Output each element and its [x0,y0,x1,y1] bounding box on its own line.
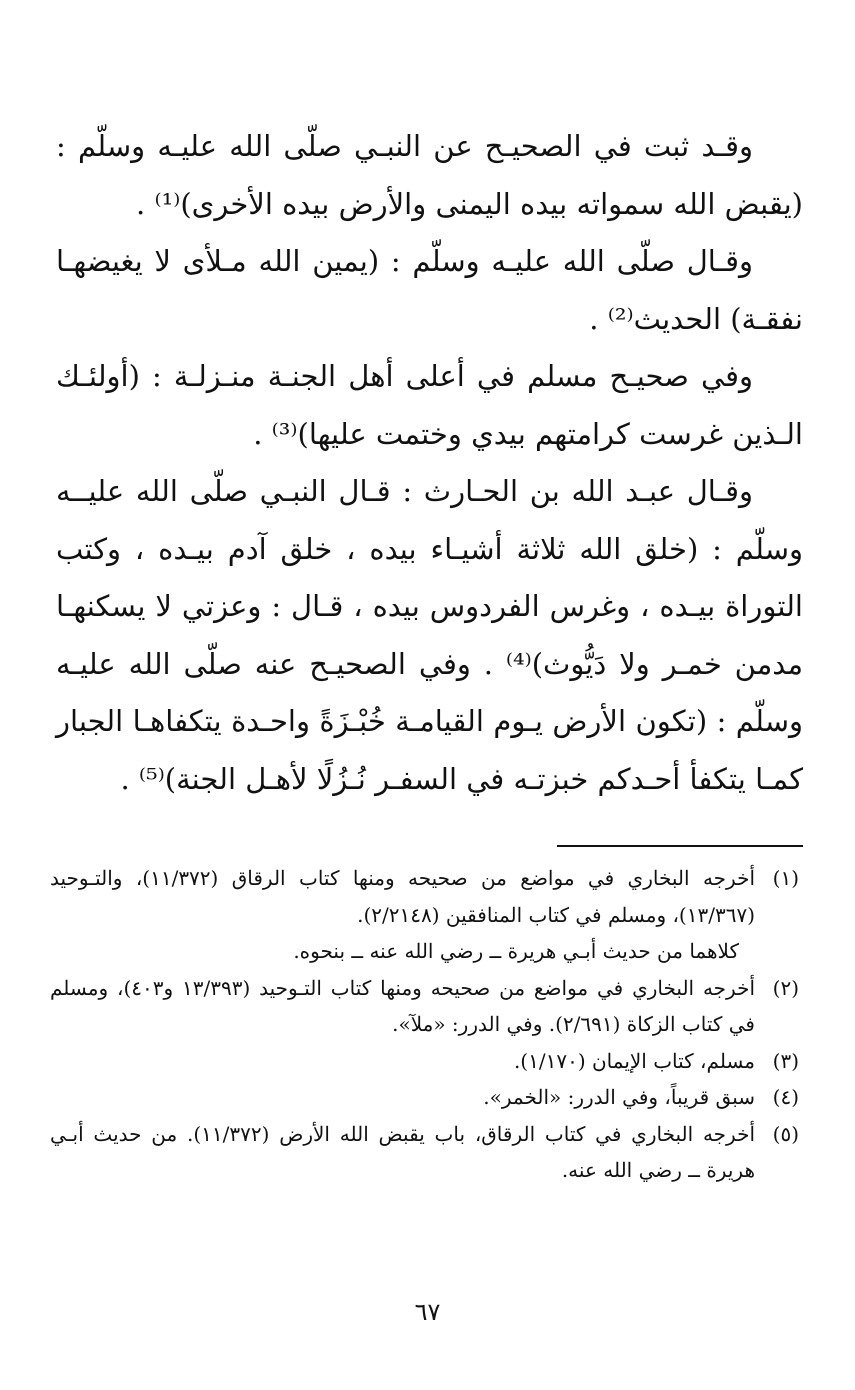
paragraph: وقـد ثبت في الصحيـح عن النبـي صلّى الله عليـه وسلّم : (يقبض الله سمواته بيده اليمنى والأرض بيده الأخرى)⁽¹⁾ . [56,129,803,221]
footnote-number: (٣) [772,1048,799,1073]
footnote-text: مسلم، كتاب الإيمان (١/١٧٠). [513,1048,755,1073]
footnote-text: أخرجه البخاري في كتاب الرقاق، باب يقبض الله الأرض (١١/٣٧٢). من حديث أبـي هريرة ــ رضي الله عنه. [50,1121,755,1182]
footnote-text: سبق قريباً، وفي الدرر: «الخمر». [483,1085,755,1109]
footnote-text: كلاهما من حديث أبـي هريرة ــ رضي الله عنه ــ بنحوه. [293,939,739,963]
footnote [50,1116,799,1189]
footnotes [50,860,799,1189]
main-text [56,118,803,808]
footnote [50,1079,799,1116]
footnote-text: أخرجه البخاري في مواضع من صحيحه ومنها كتاب التـوحيد (١٣/٣٩٣ و٤٠٣)، ومسلم في كتاب الزكاة (٢/٦٩١). وفي الدرر: «ملآ». [50,975,756,1036]
footnote-continuation [50,933,799,970]
footnote [50,860,799,933]
footnote-number: (٤) [772,1085,799,1109]
paragraph: وقـال صلّى الله عليـه وسلّم : (يمين الله مـلأى لا يغيضهـا نفقـة) الحديث⁽²⁾ . [56,244,803,336]
paragraph: وفي صحيـح مسلم في أعلى أهل الجنـة منـزلـة : (أولئـك الـذين غرست كرامتهم بيدي وختمت عليها)⁽³⁾ . [56,359,803,451]
page-number: ٦٧ [414,1298,441,1326]
footnote-number: (٢) [772,975,799,1000]
footnote-separator [557,845,803,847]
footnote-text: أخرجه البخاري في مواضع من صحيحه ومنها كتاب الرقاق (١١/٣٧٢)، والتـوحيد (١٣/٣٦٧)، ومسلم في كتاب المنافقين (٢/٢١٤٨). [50,866,756,927]
paragraph: وقـال عبـد الله بن الحـارث : قـال النبـي صلّى الله عليــه وسلّم : (خلق الله ثلاثة أشيـاء بيده ، خلق آدم بيـده ، وكتب التوراة بيـده ، وغرس الفردوس بيده ، قـال : وعزتي لا يسكنهـا مدمن خمـر ولا دَيُّوث)⁽⁴⁾ . وفي الصحيـح عنه صلّى الله عليـه وسلّم : (تكون الأرض يـوم القيامـة خُبْـزَةً واحـدة يتكفاهـا الجبار كمـا يتكفأ أحـدكم خبزتـه في السفـر نُـزُلًا لأهـل الجنة)⁽⁵⁾ . [56,474,803,796]
footnote-number: (١) [772,866,799,890]
footnote [50,1043,799,1080]
footnote-number: (٥) [772,1121,799,1146]
footnote [50,970,799,1043]
